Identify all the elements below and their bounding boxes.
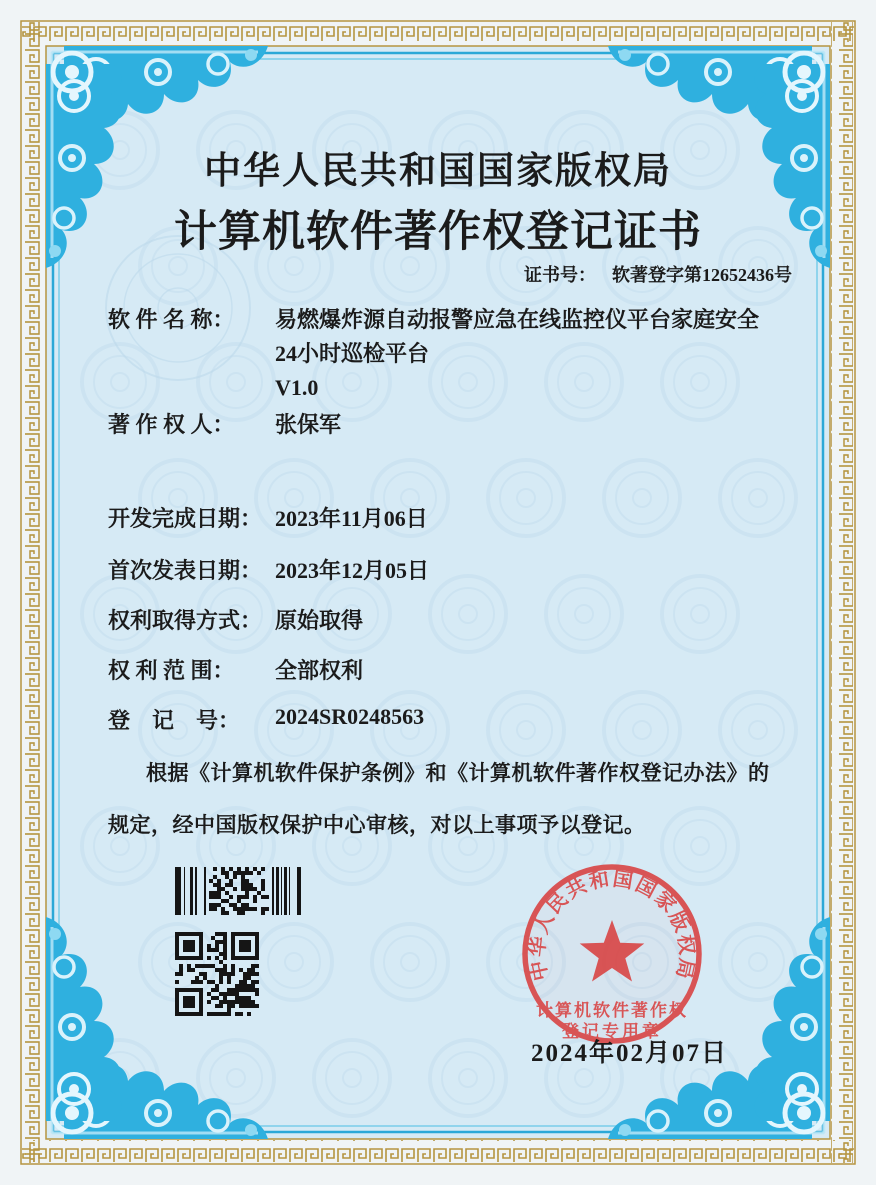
field-label: 软 件 名 称：	[108, 307, 235, 332]
dev-complete-date-value: 2023年11月06日	[275, 506, 428, 531]
rights-scope-value: 全部权利	[275, 658, 364, 683]
copyright-holder-value: 张保军	[275, 412, 342, 437]
certificate-number-label: 证书号：	[524, 265, 596, 285]
certificate-title: 计算机软件著作权登记证书	[174, 209, 702, 256]
seal-arc-text: 中华人民共和国国家版权局	[526, 868, 698, 983]
software-name-line2: 24小时巡检平台	[275, 341, 430, 366]
qr-code-graphic	[175, 932, 259, 1016]
field-dev-complete-date	[108, 502, 428, 533]
field-label: 登 记 号：	[108, 708, 241, 733]
statement-line2: 规定，经中国版权保护中心审核，对以上事项予以登记。	[108, 813, 646, 837]
seal-text-line2: 登记专用章	[562, 1022, 662, 1041]
barcode-graphic	[175, 867, 303, 915]
certificate-number	[524, 261, 792, 287]
field-software-name	[108, 303, 759, 405]
registration-number-value: 2024SR0248563	[275, 704, 425, 729]
field-label: 权 利 范 围：	[108, 658, 235, 683]
field-registration-number	[108, 704, 424, 735]
authority-title: 中华人民共和国国家版权局	[204, 151, 672, 192]
certificate-number-value: 软著登字第12652436号	[612, 265, 792, 285]
field-label: 首次发表日期：	[108, 558, 263, 583]
field-label: 著 作 权 人：	[108, 412, 235, 437]
rights-acquisition-value: 原始取得	[275, 608, 364, 633]
first-publish-date-value: 2023年12月05日	[275, 558, 430, 583]
seal-text-line1: 计算机软件著作权	[536, 1001, 688, 1020]
software-version: V1.0	[275, 375, 319, 400]
field-copyright-holder	[108, 408, 341, 439]
field-rights-scope	[108, 654, 363, 685]
issue-date: 2024年02月07日	[531, 1040, 729, 1067]
field-label: 权利取得方式：	[108, 608, 263, 633]
statement-line1: 根据《计算机软件保护条例》和《计算机软件著作权登记办法》的	[146, 761, 770, 785]
field-first-publish-date	[108, 554, 429, 585]
field-rights-acquisition	[108, 604, 363, 635]
software-name-line1: 易燃爆炸源自动报警应急在线监控仪平台家庭安全	[275, 307, 760, 332]
field-label: 开发完成日期：	[108, 506, 263, 531]
